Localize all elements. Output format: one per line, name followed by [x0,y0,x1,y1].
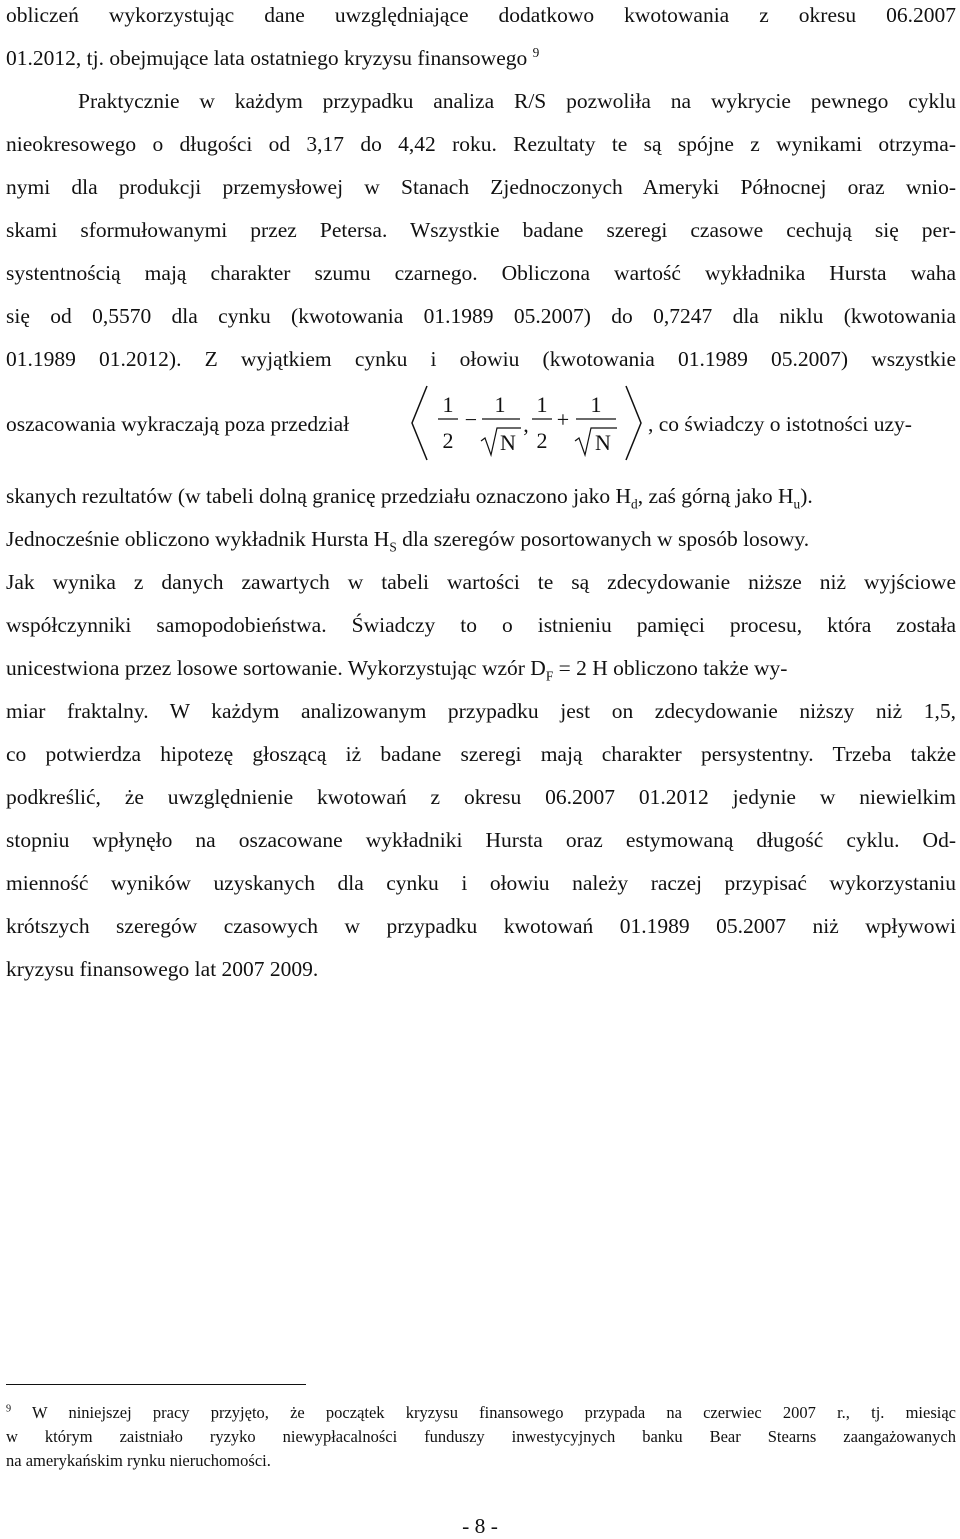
body-line-end-7: kryzysu finansowego lat 2007 2009. [6,957,319,981]
body-line-3: Praktycznie w każdym przypadku analiza R/S pozwoliła na wykrycie pewnego cyklu [78,89,956,113]
hu-text-a: skanych rezultatów (w tabeli dolną granicę przedziału oznaczono jako H [6,484,632,508]
body-line-end-1: miar fraktalny. W każdym analizowanym przypadku jest on zdecydowanie niższy niż 1,5, [6,699,956,723]
footnote-text-1: W niniejszej pracy przyjęto, że początek kryzysu finansowego przypada na czerwiec 2007 r., tj. miesiąc [11,1403,956,1422]
body-line-after-2: współczynniki samopodobieństwa. Świadczy to o istnieniu pamięci procesu, która została [6,613,956,637]
body-line-7: systentnością mają charakter szumu czarnego. Obliczona wartość wykładnika Hursta waha [6,261,956,285]
frac1-num: 1 [442,392,454,417]
footnote-mark: 9 [6,1403,12,1415]
frac2-num: 1 [494,392,506,417]
frac4-num: 1 [590,392,602,417]
minus-sign: − [464,407,478,432]
plus-sign: + [556,407,570,432]
body-line-end-5: mienność wyników uzyskanych dla cynku i ołowiu należy raczej przypisać wykorzystaniu [6,871,956,895]
body-line-6: skami sformułowanymi przez Petersa. Wszystkie badane szeregi czasowe cechują się per- [6,218,956,242]
body-line-end-3: podkreślić, że uwzględnienie kwotowań z okresu 06.2007 01.2012 jedynie w niewielkim [6,785,956,809]
frac3-num: 1 [536,392,548,417]
footnote-separator [6,1384,306,1385]
df-sub-f: F [545,668,554,684]
body-line-2-text: 01.2012, tj. obejmujące lata ostatniego kryzysu finansowego [6,46,528,70]
df-text-a: unicestwiona przez losowe sortowanie. Wykorzystując wzór D [6,656,546,680]
body-line-2 [6,43,956,73]
body-line-4: nieokresowego o długości od 3,17 do 4,42 roku. Rezultaty te są spójne z wynikami otrzyma- [6,132,956,156]
body-line-5: nymi dla produkcji przemysłowej w Stanach Zjednoczonych Ameryki Północnej oraz wnio- [6,175,956,199]
frac2-den: N [500,430,516,455]
hu-text-b: , zaś górną jako H [637,484,794,508]
frac1-den: 2 [442,428,454,453]
body-line-end-2: co potwierdza hipotezę głoszącą iż badane szeregi mają charakter persystentny. Trzeba także [6,742,956,766]
body-line-9: 01.1989 01.2012). Z wyjątkiem cynku i ołowiu (kwotowania 01.1989 05.2007) wszystkie [6,347,956,371]
hs-sub-s: S [389,539,397,555]
hu-sub-d: d [631,496,638,512]
footnote-line-2: w którym zaistniało ryzyko niewypłacalności funduszy inwestycyjnych banku Bear Stearns zaangażowanych [6,1427,956,1446]
hu-text-c: ). [800,484,813,508]
hs-text-a: Jednocześnie obliczono wykładnik Hursta H [6,527,390,551]
body-line-1: obliczeń wykorzystując dane uwzględniające dodatkowo kwotowania z okresu 06.2007 [6,3,956,27]
body-line-hs [6,524,956,554]
footnote-ref: 9 [532,44,540,60]
equation-prefix: oszacowania wykraczają poza przedział [6,412,350,436]
body-line-hu [6,481,956,511]
footnote-line-3: na amerykańskim rynku nieruchomości. [6,1451,271,1470]
hs-text-b: dla szeregów posortowanych w sposób losowy. [396,527,810,551]
body-line-end-4: stopniu wpłynęło na oszacowane wykładniki Hursta oraz estymowaną długość cyklu. Od- [6,828,956,852]
equation-comma: , [523,412,529,437]
frac3-den: 2 [536,428,548,453]
frac4-den: N [595,430,611,455]
equation-suffix: , co świadczy o istotności uzy- [648,412,912,436]
page-number: - 8 - [462,1514,498,1538]
body-line-8: się od 0,5570 dla cynku (kwotowania 01.1989 05.2007) do 0,7247 dla niklu (kwotowania [6,304,956,328]
hu-sub-u: u [793,496,801,512]
body-line-df [6,653,956,683]
body-line-after-1: Jak wynika z danych zawartych w tabeli wartości te są zdecydowanie niższe niż wyjściowe [6,570,956,594]
footnote-line-1 [6,1402,956,1424]
df-text-b: = 2 H obliczono także wy- [553,656,788,680]
body-line-end-6: krótszych szeregów czasowych w przypadku kwotowań 01.1989 05.2007 niż wpływowi [6,914,956,938]
